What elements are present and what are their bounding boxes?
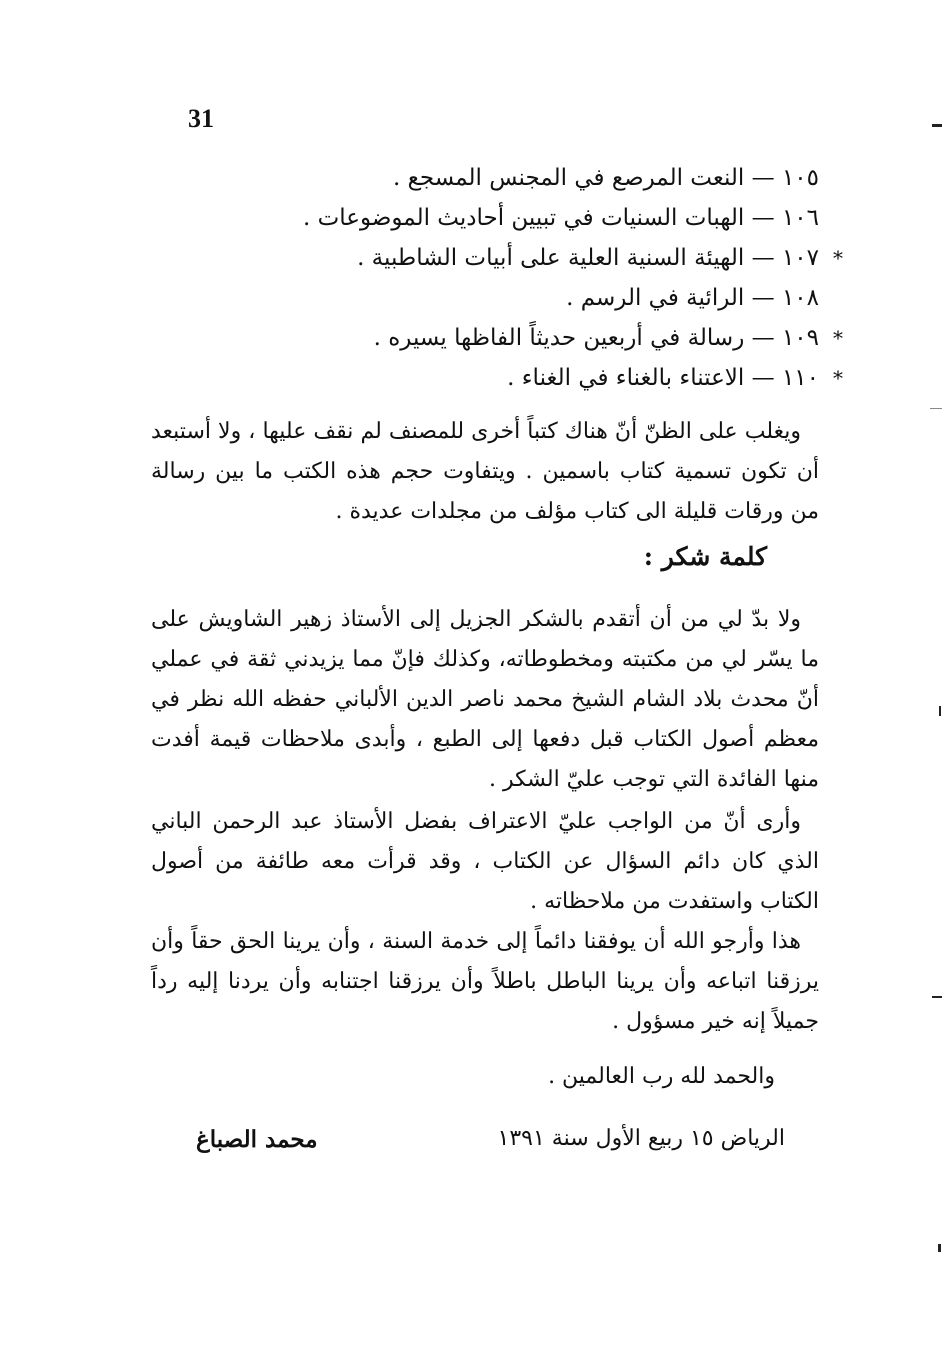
list-item-star: * [833,366,843,390]
scan-mark [930,408,942,409]
list-item [129,278,819,318]
scan-mark [939,706,941,716]
paragraph-text: هذا وأرجو الله أن يوفقنا دائماً إلى خدمة السنة ، وأن يرينا الحق حقاً وأن يرزقنا اتباعه وأن يرينا الباطل باطلاً وأن يرزقنا اجتنابه وأن يردنا إليه رداً جميلاً إنه خير مسؤول . [151,929,819,1034]
paragraph-thanks [151,600,819,800]
paragraph-text: وأرى أنّ من الواجب عليّ الاعتراف بفضل الأستاذ عبد الرحمن الباني الذي كان دائم السؤال عن الكتاب ، وقد قرأت معه طائفة من أصول الكتاب واستفدت من ملاحظاته . [151,809,819,914]
list-item [129,238,843,278]
paragraph-prayer [151,922,819,1042]
list-item [129,158,819,198]
list-item-text: ١٠٩ — رسالة في أربعين حديثاً الفاظها يسيره . [373,325,819,351]
date-place-line: الرياض ١٥ ربيع الأول سنة ١٣٩١ [497,1126,785,1151]
paragraph-acknowledgement [151,802,819,922]
list-item [129,358,843,398]
paragraph-other-books [151,412,819,532]
section-heading: كلمة شكر : [643,542,767,571]
list-item [129,318,843,358]
scan-mark [938,1244,941,1252]
list-item-text: ١٠٧ — الهيئة السنية العلية على أبيات الشاطبية . [357,245,819,271]
list-item-star: * [833,326,843,350]
list-item-text: ١١٠ — الاعتناء بالغناء في الغناء . [507,365,819,391]
list-item [129,198,819,238]
scan-mark [932,996,942,998]
list-item-text: ١٠٨ — الرائية في الرسم . [566,285,819,311]
paragraph-text: ولا بدّ لي من أن أتقدم بالشكر الجزيل إلى الأستاذ زهير الشاويش على ما يسّر لي من مكتبته ومخطوطاته، وكذلك فإنّ مما يزيدني ثقة في عملي أنّ محدث بلاد الشام الشيخ محمد ناصر الدين الألباني حفظه الله نظر في معظم أصول الكتاب قبل دفعها إلى الطبع ، وأبدى ملاحظات قيمة أفدت منها الفائدة التي توجب عليّ الشكر . [151,607,819,792]
author-signature: محمد الصباغ [196,1126,318,1153]
list-item-text: ١٠٦ — الهبات السنيات في تبيين أحاديث الموضوعات . [302,205,819,231]
page-number: 31 [188,104,214,133]
closing-line: والحمد لله رب العالمين . [548,1064,775,1089]
paragraph-text: ويغلب على الظنّ أنّ هناك كتباً أخرى للمصنف لم نقف عليها ، ولا أستبعد أن تكون تسمية كتاب باسمين . ويتفاوت حجم هذه الكتب ما بين رسالة من ورقات قليلة الى كتاب مؤلف من مجلدات عديدة . [151,419,819,524]
list-item-text: ١٠٥ — النعت المرصع في المجنس المسجع . [393,165,819,191]
scan-mark [932,124,942,127]
list-item-star: * [833,246,843,270]
works-list [129,158,843,398]
